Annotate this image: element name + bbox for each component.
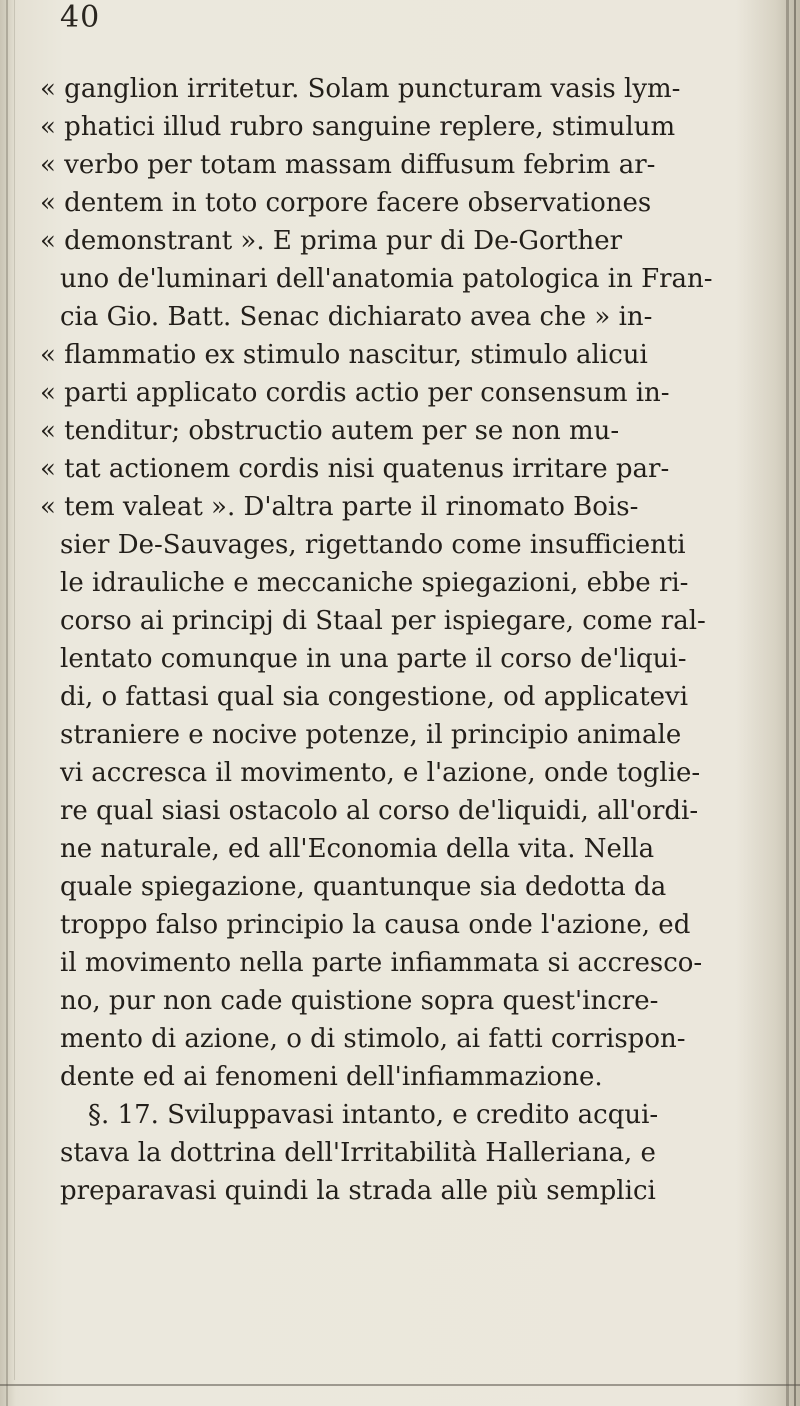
text-line: le idrauliche e meccaniche spiegazioni, ebbe ri-	[60, 568, 689, 598]
text-line: troppo falso principio la causa onde l'azione, ed	[60, 910, 691, 940]
text-line: ne naturale, ed all'Economia della vita. Nella	[60, 834, 655, 864]
text-line: « ganglion irritetur. Solam puncturam vasis lym-	[40, 74, 681, 104]
text-line: « tem valeat ». D'altra parte il rinomato Bois-	[40, 492, 639, 522]
page-number: 40	[60, 0, 101, 35]
page-edge-left	[6, 0, 8, 1406]
text-line: « parti applicato cordis actio per consensum in-	[40, 378, 670, 408]
text-line: cia Gio. Batt. Senac dichiarato avea che » in-	[60, 302, 653, 332]
text-line: corso ai principj di Staal per ispiegare, come ral-	[60, 606, 706, 636]
text-line: « demonstrant ». E prima pur di De-Gorther	[40, 226, 623, 256]
text-line: « dentem in toto corpore facere observationes	[40, 188, 652, 218]
text-line: lentato comunque in una parte il corso de'liqui-	[60, 644, 687, 674]
page-edge-bottom	[0, 1384, 800, 1386]
text-line: dente ed ai fenomeni dell'infiammazione.	[60, 1062, 603, 1092]
text-line: di, o fattasi qual sia congestione, od applicatevi	[60, 682, 689, 712]
section-heading-line: §. 17. Sviluppavasi intanto, e credito acqui-	[88, 1100, 659, 1130]
text-line: preparavasi quindi la strada alle più semplici	[60, 1176, 656, 1206]
text-line: « tat actionem cordis nisi quatenus irritare par-	[40, 454, 670, 484]
text-line: stava la dottrina dell'Irritabilità Halleriana, e	[60, 1138, 656, 1168]
text-line: vi accresca il movimento, e l'azione, onde toglie-	[60, 758, 701, 788]
text-line: uno de'luminari dell'anatomia patologica in Fran-	[60, 264, 713, 294]
text-line: no, pur non cade quistione sopra quest'incre-	[60, 986, 659, 1016]
text-line: mento di azione, o di stimolo, ai fatti corrispon-	[60, 1024, 686, 1054]
text-line: quale spiegazione, quantunque sia dedotta da	[60, 872, 667, 902]
page-edge-right	[786, 0, 789, 1406]
text-line: re qual siasi ostacolo al corso de'liquidi, all'ordi-	[60, 796, 699, 826]
text-line: il movimento nella parte infiammata si accresco-	[60, 948, 703, 978]
text-line: « phatici illud rubro sanguine replere, stimulum	[40, 112, 676, 142]
text-line: « tenditur; obstructio autem per se non mu-	[40, 416, 620, 446]
page-edge-right-outer	[794, 0, 796, 1406]
page-edge-left-inner	[14, 0, 15, 1380]
text-line: « verbo per totam massam diffusum febrim ar-	[40, 150, 656, 180]
text-line: « flammatio ex stimulo nascitur, stimulo alicui	[40, 340, 648, 370]
text-line: straniere e nocive potenze, il principio animale	[60, 720, 682, 750]
text-line: sier De-Sauvages, rigettando come insufficienti	[60, 530, 686, 560]
